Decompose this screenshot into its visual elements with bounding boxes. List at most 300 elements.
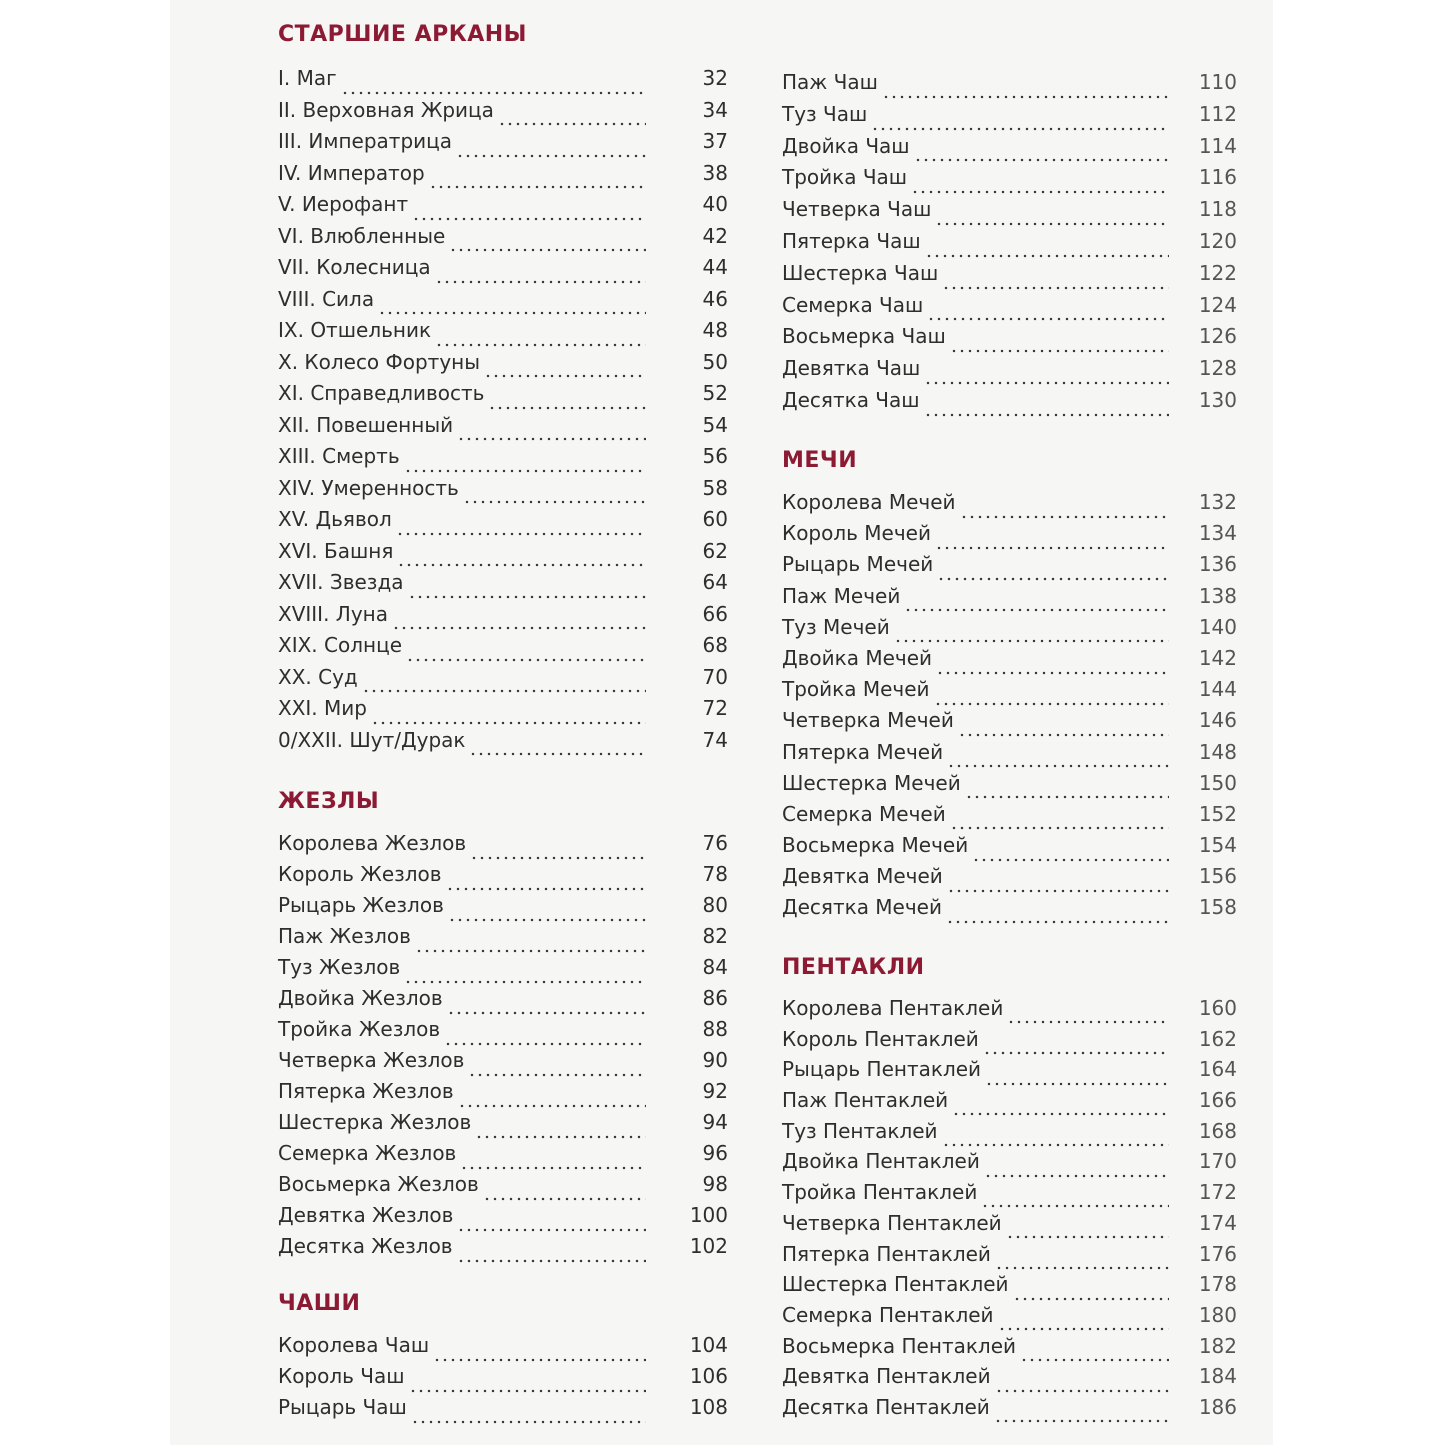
- toc-entry[interactable]: [278, 921, 728, 952]
- dot-leader: [972, 842, 1169, 862]
- book-page: [170, 0, 1273, 1445]
- toc-entry-page-number: 70: [702, 664, 728, 689]
- toc-entry-title: XIII. Смерть: [278, 444, 400, 468]
- toc-entry-page-number: 74: [702, 727, 728, 752]
- toc-entry-page-number: 134: [1198, 521, 1237, 546]
- toc-entry-page-number: 42: [702, 223, 728, 248]
- dot-leader: [435, 264, 646, 284]
- dot-leader: [433, 1342, 646, 1362]
- toc-entry[interactable]: [278, 662, 728, 694]
- toc-entry-page-number: 102: [689, 1234, 728, 1258]
- dot-leader: [457, 1212, 646, 1232]
- toc-entry-title: Пятерка Жезлов: [278, 1079, 454, 1103]
- toc-entry-page-number: 122: [1198, 260, 1237, 285]
- toc-entry-page-number: 184: [1198, 1364, 1237, 1389]
- dot-leader: [894, 623, 1169, 643]
- toc-entry-page-number: 92: [702, 1079, 728, 1103]
- toc-entry-page-number: 166: [1198, 1088, 1237, 1113]
- toc-entry-title: Десятка Мечей: [782, 895, 942, 920]
- dot-leader: [925, 238, 1169, 258]
- dot-leader: [396, 516, 646, 536]
- dot-leader: [460, 1150, 646, 1170]
- toc-entry-page-number: 146: [1198, 708, 1237, 733]
- toc-entry-page-number: 80: [702, 893, 728, 917]
- toc-entry-page-number: 148: [1198, 739, 1237, 764]
- dot-leader: [435, 327, 646, 347]
- dot-leader: [498, 106, 646, 126]
- dot-leader: [950, 333, 1169, 353]
- toc-entry-title: Тройка Мечей: [782, 677, 930, 702]
- section-heading-pentacles: ПЕНТАКЛИ: [782, 955, 925, 980]
- toc-entry[interactable]: [278, 126, 728, 158]
- toc-entry-page-number: 156: [1198, 864, 1237, 889]
- toc-entry[interactable]: [278, 952, 728, 983]
- dot-leader: [935, 530, 1169, 550]
- toc-entry-title: Паж Чаш: [782, 70, 878, 94]
- toc-entry-page-number: 180: [1198, 1302, 1237, 1327]
- toc-list-major-arcana: [278, 63, 728, 756]
- toc-entry-title: Восьмерка Чаш: [782, 324, 946, 349]
- toc-entry-page-number: 86: [702, 986, 728, 1010]
- toc-entry-page-number: 168: [1198, 1118, 1237, 1143]
- dot-leader: [488, 390, 646, 410]
- toc-entry-page-number: 120: [1198, 228, 1237, 253]
- dot-leader: [458, 1088, 646, 1108]
- toc-entry[interactable]: [782, 643, 1237, 674]
- toc-entry-title: Девятка Чаш: [782, 356, 921, 381]
- toc-entry-title: Туз Пентаклей: [782, 1118, 938, 1143]
- dot-leader: [924, 397, 1169, 417]
- dot-leader: [362, 673, 646, 693]
- toc-entry-page-number: 62: [702, 538, 728, 563]
- dot-leader: [406, 642, 646, 662]
- toc-entry-title: Восьмерка Пентаклей: [782, 1333, 1017, 1358]
- toc-entry-page-number: 128: [1198, 356, 1237, 381]
- toc-entry-title: Королева Мечей: [782, 490, 956, 514]
- section-heading-swords: МЕЧИ: [782, 448, 858, 473]
- toc-entry-title: XVII. Звезда: [278, 570, 404, 594]
- toc-entry[interactable]: [278, 1361, 728, 1392]
- dot-leader: [985, 1066, 1169, 1086]
- toc-list-cups-continued: [782, 67, 1237, 417]
- toc-entry-title: Туз Жезлов: [278, 955, 401, 979]
- toc-entry[interactable]: [278, 630, 728, 662]
- dot-leader: [911, 174, 1169, 194]
- toc-entry[interactable]: [782, 194, 1237, 226]
- toc-entry[interactable]: [782, 830, 1237, 861]
- toc-entry[interactable]: [782, 1331, 1237, 1362]
- toc-entry-title: Королева Чаш: [278, 1333, 430, 1357]
- toc-entry[interactable]: [278, 504, 728, 536]
- toc-entry[interactable]: [278, 158, 728, 190]
- toc-entry-page-number: 116: [1198, 165, 1237, 190]
- dot-leader: [470, 840, 646, 860]
- toc-entry[interactable]: [278, 983, 728, 1014]
- toc-entry[interactable]: [782, 518, 1237, 549]
- toc-entry[interactable]: [782, 1239, 1237, 1270]
- toc-entry[interactable]: [278, 725, 728, 757]
- toc-entry-page-number: 98: [702, 1172, 728, 1196]
- dot-leader: [1020, 1342, 1169, 1362]
- toc-entry-title: Десятка Чаш: [782, 387, 920, 412]
- toc-entry[interactable]: [782, 768, 1237, 799]
- dot-leader: [958, 717, 1169, 737]
- dot-leader: [469, 736, 646, 756]
- toc-entry-title: Семерка Жезлов: [278, 1141, 457, 1165]
- toc-entry[interactable]: [782, 549, 1237, 580]
- toc-entry[interactable]: [278, 859, 728, 890]
- toc-list-swords: [782, 487, 1237, 924]
- toc-entry-title: Тройка Пентаклей: [782, 1180, 978, 1205]
- toc-entry-title: Шестерка Чаш: [782, 260, 939, 285]
- dot-leader: [411, 1404, 646, 1424]
- toc-entry[interactable]: [782, 385, 1237, 417]
- dot-leader: [1007, 1004, 1169, 1024]
- toc-entry-title: Туз Мечей: [782, 614, 890, 639]
- toc-entry-title: Король Мечей: [782, 521, 931, 546]
- dot-leader: [371, 705, 646, 725]
- toc-entry-page-number: 162: [1198, 1026, 1237, 1051]
- toc-entry[interactable]: [278, 315, 728, 347]
- toc-entry-page-number: 106: [689, 1364, 728, 1388]
- dot-leader: [1006, 1219, 1169, 1239]
- toc-entry[interactable]: [278, 599, 728, 631]
- toc-entry-title: V. Иерофант: [278, 192, 409, 216]
- toc-entry[interactable]: [782, 1300, 1237, 1331]
- toc-entry-page-number: 94: [702, 1110, 728, 1134]
- toc-entry[interactable]: [782, 67, 1237, 99]
- toc-entry-page-number: 158: [1198, 895, 1237, 920]
- dot-leader: [409, 1373, 646, 1393]
- toc-entry[interactable]: [782, 487, 1237, 518]
- toc-entry[interactable]: [278, 536, 728, 568]
- toc-entry[interactable]: [278, 410, 728, 442]
- toc-entry-title: IV. Император: [278, 160, 425, 185]
- toc-entry-title: Пятерка Чаш: [782, 228, 921, 253]
- toc-entry-title: XV. Дьявол: [278, 507, 392, 531]
- toc-entry[interactable]: [782, 799, 1237, 830]
- toc-entry-title: Десятка Жезлов: [278, 1234, 453, 1258]
- dot-leader: [984, 1158, 1169, 1178]
- toc-entry-title: Двойка Пентаклей: [782, 1149, 980, 1174]
- toc-entry-page-number: 104: [689, 1333, 728, 1357]
- dot-leader: [946, 904, 1169, 924]
- toc-entry[interactable]: [278, 473, 728, 505]
- toc-entry-page-number: 114: [1198, 133, 1237, 158]
- dot-leader: [927, 301, 1169, 321]
- toc-entry[interactable]: [278, 828, 728, 859]
- toc-entry-page-number: 144: [1198, 677, 1237, 702]
- toc-entry-title: Шестерка Жезлов: [278, 1110, 472, 1134]
- toc-entry-page-number: 82: [702, 924, 728, 948]
- toc-entry-title: Королева Пентаклей: [782, 996, 1004, 1020]
- toc-entry-title: Пятерка Мечей: [782, 739, 944, 764]
- toc-entry-title: Четверка Мечей: [782, 708, 954, 733]
- toc-entry-title: VII. Колесница: [278, 255, 431, 279]
- toc-entry[interactable]: [278, 95, 728, 127]
- dot-leader: [468, 1057, 646, 1077]
- toc-entry[interactable]: [782, 1146, 1237, 1177]
- toc-entry[interactable]: [278, 1107, 728, 1138]
- dot-leader: [457, 1243, 646, 1263]
- toc-entry-page-number: 182: [1198, 1333, 1237, 1358]
- dot-leader: [1013, 1281, 1169, 1301]
- toc-entry-title: Четверка Жезлов: [278, 1048, 465, 1072]
- toc-entry-title: Двойка Жезлов: [278, 986, 443, 1010]
- toc-entry-page-number: 108: [689, 1395, 728, 1419]
- toc-entry[interactable]: [782, 1208, 1237, 1239]
- toc-entry-page-number: 60: [702, 507, 728, 531]
- toc-entry[interactable]: [278, 1200, 728, 1231]
- toc-entry[interactable]: [278, 1231, 728, 1262]
- toc-entry[interactable]: [278, 1138, 728, 1169]
- toc-entry-page-number: 34: [702, 97, 728, 122]
- toc-entry[interactable]: [782, 226, 1237, 258]
- dot-leader: [449, 232, 646, 252]
- toc-entry-title: Четверка Пентаклей: [782, 1210, 1002, 1235]
- dot-leader: [484, 358, 646, 378]
- dot-leader: [444, 1026, 646, 1046]
- toc-entry-title: Королева Жезлов: [278, 831, 467, 855]
- toc-entry[interactable]: [782, 353, 1237, 385]
- dot-leader: [397, 547, 646, 567]
- toc-entry-page-number: 126: [1198, 324, 1237, 349]
- toc-entry-title: Рыцарь Пентаклей: [782, 1057, 982, 1082]
- toc-entry-page-number: 170: [1198, 1149, 1237, 1174]
- dot-leader: [936, 655, 1169, 675]
- dot-leader: [412, 201, 646, 221]
- dot-leader: [947, 748, 1169, 768]
- dot-leader: [947, 873, 1169, 893]
- toc-entry-page-number: 142: [1198, 645, 1237, 670]
- toc-entry-page-number: 56: [702, 444, 728, 468]
- section-heading-major-arcana: СТАРШИЕ АРКАНЫ: [278, 22, 527, 47]
- dot-leader: [934, 686, 1169, 706]
- toc-entry[interactable]: [782, 892, 1237, 923]
- toc-entry-page-number: 66: [702, 601, 728, 626]
- toc-entry[interactable]: [782, 1361, 1237, 1392]
- toc-entry-page-number: 44: [702, 255, 728, 279]
- toc-entry-title: Шестерка Пентаклей: [782, 1272, 1009, 1297]
- dot-leader: [408, 579, 646, 599]
- toc-entry-page-number: 40: [702, 192, 728, 216]
- toc-entry-title: VI. Влюбленные: [278, 223, 446, 248]
- toc-entry[interactable]: [278, 693, 728, 725]
- toc-entry[interactable]: [278, 1392, 728, 1423]
- toc-entry-title: VIII. Сила: [278, 286, 375, 311]
- toc-entry-title: Восьмерка Мечей: [782, 833, 969, 858]
- toc-entry-title: Семерка Пентаклей: [782, 1302, 994, 1327]
- toc-entry[interactable]: [782, 612, 1237, 643]
- toc-entry[interactable]: [782, 1269, 1237, 1300]
- toc-entry-title: X. Колесо Фортуны: [278, 349, 481, 374]
- toc-entry[interactable]: [782, 674, 1237, 705]
- toc-entry-page-number: 78: [702, 862, 728, 886]
- toc-entry-title: Пятерка Пентаклей: [782, 1241, 991, 1266]
- toc-entry-page-number: 48: [702, 318, 728, 342]
- dot-leader: [914, 142, 1169, 162]
- toc-entry-page-number: 84: [702, 955, 728, 979]
- toc-entry-page-number: 186: [1198, 1394, 1237, 1419]
- toc-entry[interactable]: [278, 63, 728, 95]
- dot-leader: [447, 995, 646, 1015]
- toc-entry-page-number: 100: [689, 1203, 728, 1227]
- dot-leader: [341, 75, 646, 95]
- toc-entry-page-number: 90: [702, 1048, 728, 1072]
- dot-leader: [378, 295, 646, 315]
- toc-entry[interactable]: [278, 1330, 728, 1361]
- dot-leader: [483, 1181, 646, 1201]
- toc-entry[interactable]: [782, 1085, 1237, 1116]
- toc-entry-page-number: 64: [702, 570, 728, 594]
- dot-leader: [935, 206, 1169, 226]
- toc-entry[interactable]: [782, 99, 1237, 131]
- toc-entry[interactable]: [782, 1116, 1237, 1147]
- toc-entry-title: Четверка Чаш: [782, 197, 932, 222]
- toc-entry-title: Рыцарь Чаш: [278, 1395, 407, 1419]
- toc-entry[interactable]: [782, 258, 1237, 290]
- toc-entry-page-number: 178: [1198, 1272, 1237, 1297]
- dot-leader: [448, 902, 646, 922]
- toc-entry-page-number: 164: [1198, 1057, 1237, 1082]
- dot-leader: [882, 79, 1169, 99]
- toc-entry-title: Девятка Пентаклей: [782, 1364, 991, 1389]
- toc-entry[interactable]: [278, 1014, 728, 1045]
- toc-entry-page-number: 132: [1198, 490, 1237, 514]
- toc-entry-title: Тройка Жезлов: [278, 1017, 441, 1041]
- toc-entry[interactable]: [782, 131, 1237, 163]
- toc-entry-page-number: 76: [702, 831, 728, 855]
- dot-leader: [965, 779, 1169, 799]
- toc-entry-page-number: 124: [1198, 292, 1237, 317]
- toc-entry[interactable]: [278, 347, 728, 379]
- dot-leader: [981, 1188, 1169, 1208]
- toc-entry-title: Девятка Мечей: [782, 864, 943, 889]
- toc-entry-page-number: 32: [702, 66, 728, 90]
- dot-leader: [942, 1127, 1169, 1147]
- toc-entry-page-number: 38: [702, 160, 728, 185]
- toc-entry-title: Двойка Мечей: [782, 645, 933, 670]
- toc-entry[interactable]: [278, 189, 728, 221]
- dot-leader: [446, 871, 646, 891]
- toc-entry-page-number: 174: [1198, 1210, 1237, 1235]
- toc-entry-title: XII. Повешенный: [278, 412, 454, 437]
- toc-entry-title: XIV. Умеренность: [278, 475, 459, 500]
- dot-leader: [942, 270, 1169, 290]
- dot-leader: [429, 169, 646, 189]
- toc-entry-page-number: 152: [1198, 801, 1237, 826]
- toc-entry-page-number: 176: [1198, 1241, 1237, 1266]
- toc-entry[interactable]: [782, 1177, 1237, 1208]
- toc-entry-title: Паж Мечей: [782, 583, 901, 608]
- dot-leader: [994, 1403, 1169, 1423]
- dot-leader: [952, 1096, 1169, 1116]
- toc-entry-page-number: 46: [702, 286, 728, 311]
- toc-list-cups: [278, 1330, 728, 1423]
- toc-entry[interactable]: [782, 993, 1237, 1024]
- toc-entry[interactable]: [278, 252, 728, 284]
- toc-entry-title: Восьмерка Жезлов: [278, 1172, 479, 1196]
- dot-leader: [995, 1373, 1169, 1393]
- toc-entry-title: IX. Отшельник: [278, 318, 432, 342]
- toc-entry-page-number: 110: [1198, 70, 1237, 94]
- toc-entry-page-number: 72: [702, 696, 728, 720]
- toc-entry-page-number: 96: [702, 1141, 728, 1165]
- toc-entry-title: XVI. Башня: [278, 538, 394, 563]
- toc-entry[interactable]: [782, 861, 1237, 892]
- dot-leader: [457, 421, 646, 441]
- toc-entry-page-number: 136: [1198, 552, 1237, 577]
- toc-entry-title: Рыцарь Жезлов: [278, 893, 444, 917]
- toc-entry-page-number: 138: [1198, 583, 1237, 608]
- toc-entry-title: Король Чаш: [278, 1364, 405, 1388]
- toc-entry[interactable]: [278, 1076, 728, 1107]
- toc-entry[interactable]: [278, 567, 728, 599]
- toc-entry-page-number: 68: [702, 633, 728, 657]
- toc-entry-page-number: 58: [702, 475, 728, 500]
- toc-entry-page-number: 37: [702, 129, 728, 153]
- toc-entry[interactable]: [782, 581, 1237, 612]
- toc-entry[interactable]: [782, 1024, 1237, 1055]
- toc-entry-title: Двойка Чаш: [782, 133, 910, 158]
- toc-entry[interactable]: [782, 1392, 1237, 1423]
- toc-entry[interactable]: [278, 221, 728, 253]
- toc-entry[interactable]: [278, 284, 728, 316]
- toc-entry-title: Десятка Пентаклей: [782, 1394, 990, 1419]
- dot-leader: [937, 561, 1169, 581]
- toc-entry-title: Король Жезлов: [278, 862, 442, 886]
- toc-entry-title: XX. Суд: [278, 664, 358, 689]
- dot-leader: [404, 453, 646, 473]
- toc-list-wands: [278, 828, 728, 1268]
- toc-entry[interactable]: [782, 290, 1237, 322]
- toc-entry-title: Семерка Чаш: [782, 292, 924, 317]
- toc-entry-title: XIX. Солнце: [278, 633, 402, 657]
- toc-entry[interactable]: [782, 321, 1237, 353]
- dot-leader: [995, 1250, 1169, 1270]
- dot-leader: [998, 1311, 1169, 1331]
- toc-entry-title: III. Императрица: [278, 129, 453, 153]
- toc-entry-title: Туз Чаш: [782, 101, 868, 126]
- toc-entry[interactable]: [782, 705, 1237, 736]
- toc-entry[interactable]: [278, 1169, 728, 1200]
- dot-leader: [871, 111, 1169, 131]
- toc-entry-title: Девятка Жезлов: [278, 1203, 454, 1227]
- dot-leader: [456, 138, 646, 158]
- toc-entry[interactable]: [278, 441, 728, 473]
- toc-entry[interactable]: [278, 890, 728, 921]
- toc-entry-title: Тройка Чаш: [782, 165, 908, 190]
- toc-entry[interactable]: [278, 1045, 728, 1076]
- toc-entry-page-number: 172: [1198, 1180, 1237, 1205]
- toc-entry[interactable]: [782, 737, 1237, 768]
- dot-leader: [904, 592, 1169, 612]
- toc-entry[interactable]: [782, 162, 1237, 194]
- toc-entry-title: Паж Жезлов: [278, 924, 411, 948]
- toc-entry-page-number: 150: [1198, 770, 1237, 795]
- toc-entry-page-number: 54: [702, 412, 728, 437]
- toc-entry-title: 0/XXII. Шут/Дурак: [278, 727, 466, 752]
- toc-entry-title: Рыцарь Мечей: [782, 552, 934, 577]
- toc-list-pentacles: [782, 993, 1237, 1423]
- toc-entry-page-number: 88: [702, 1017, 728, 1041]
- toc-entry-title: Семерка Мечей: [782, 801, 946, 826]
- toc-entry-page-number: 160: [1198, 996, 1237, 1020]
- toc-entry-page-number: 130: [1198, 387, 1237, 412]
- toc-entry-title: Паж Пентаклей: [782, 1088, 949, 1113]
- toc-entry[interactable]: [782, 1054, 1237, 1085]
- toc-entry[interactable]: [278, 378, 728, 410]
